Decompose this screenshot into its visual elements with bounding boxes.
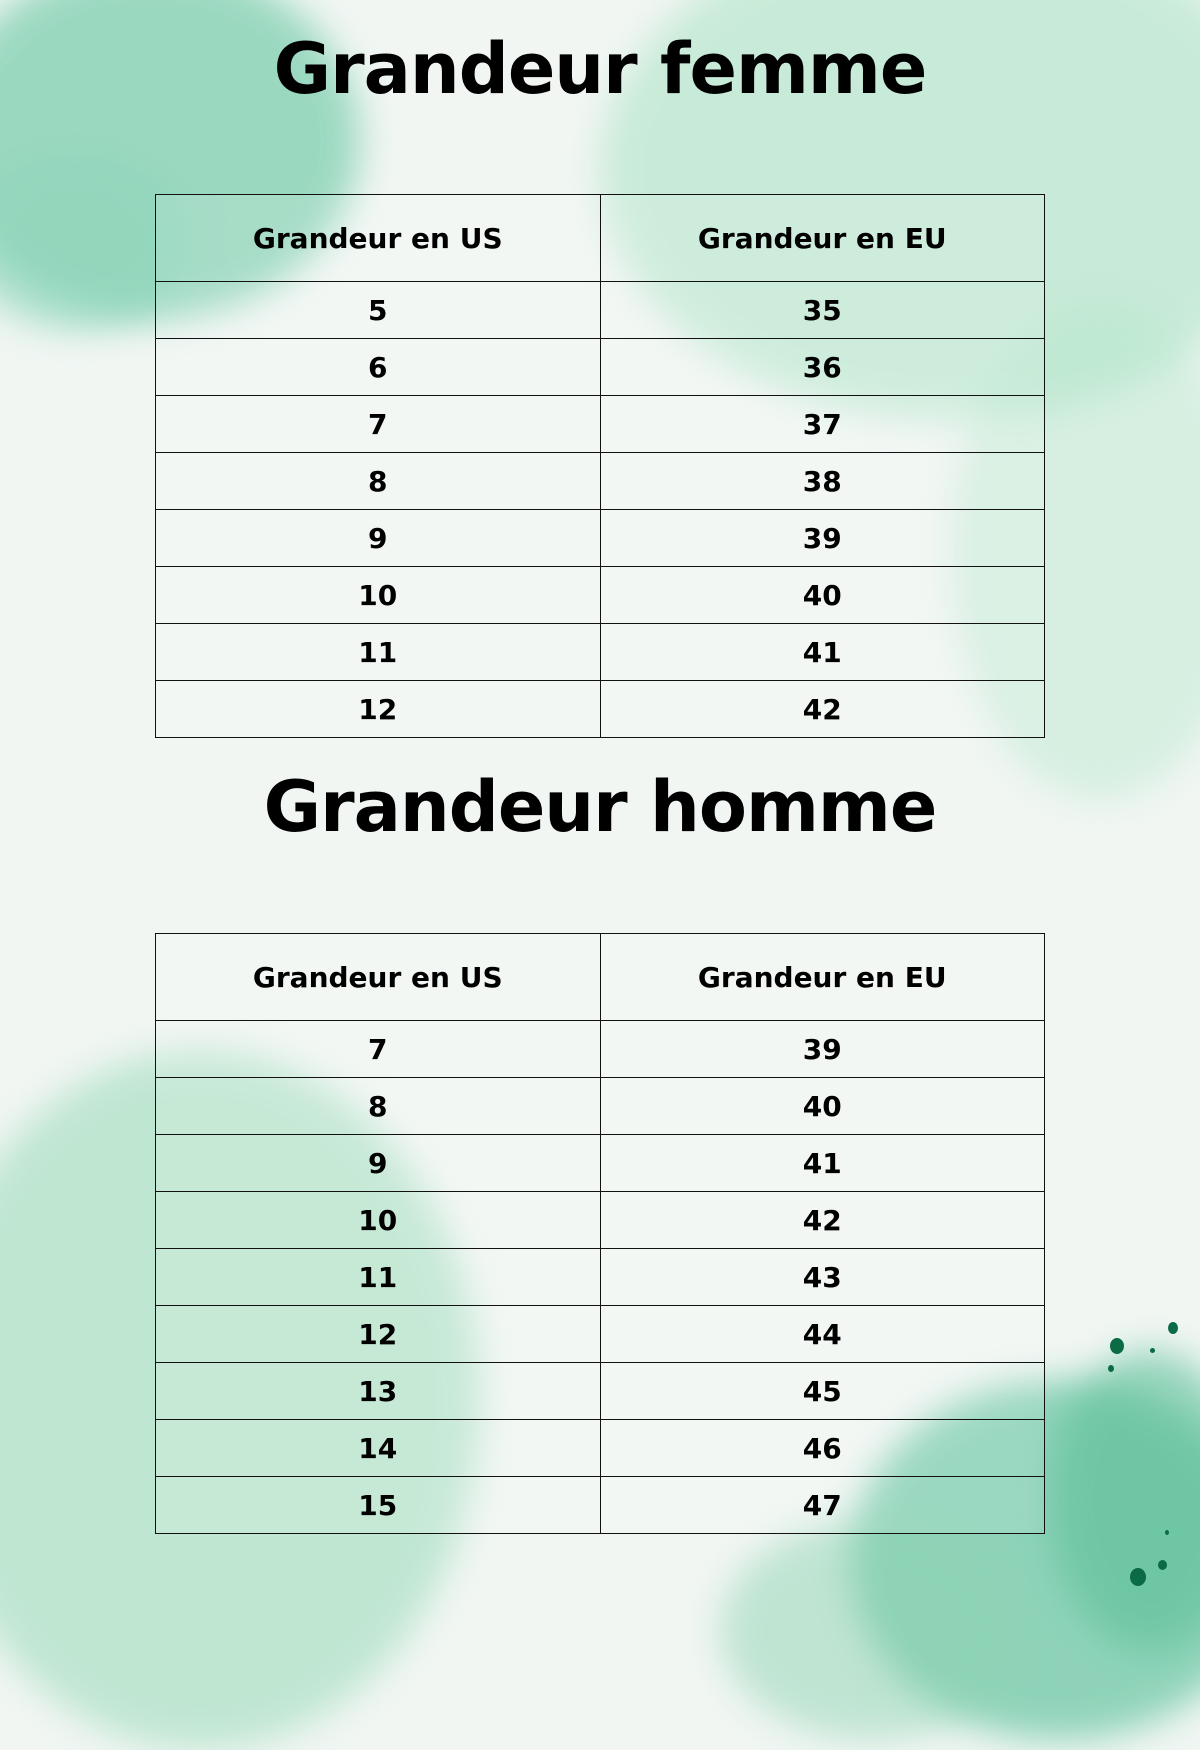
table-row (156, 339, 1045, 396)
eu-size: 41 (600, 1135, 1045, 1192)
eu-size: 47 (600, 1477, 1045, 1534)
eu-size: 42 (600, 1192, 1045, 1249)
eu-size: 40 (600, 567, 1045, 624)
table-row (156, 282, 1045, 339)
table-row (156, 1363, 1045, 1420)
table-row (156, 1135, 1045, 1192)
table-row (156, 1078, 1045, 1135)
header-us: Grandeur en US (156, 195, 601, 282)
table-row (156, 624, 1045, 681)
eu-size: 39 (600, 510, 1045, 567)
header-us: Grandeur en US (156, 934, 601, 1021)
table-row (156, 681, 1045, 738)
women-size-table (155, 194, 1045, 738)
us-size: 12 (156, 1306, 601, 1363)
table-row (156, 1249, 1045, 1306)
table-row (156, 1192, 1045, 1249)
us-size: 9 (156, 510, 601, 567)
eu-size: 36 (600, 339, 1045, 396)
us-size: 7 (156, 396, 601, 453)
eu-size: 46 (600, 1420, 1045, 1477)
table-row (156, 1021, 1045, 1078)
us-size: 5 (156, 282, 601, 339)
header-eu: Grandeur en EU (600, 934, 1045, 1021)
us-size: 11 (156, 1249, 601, 1306)
table-row (156, 1306, 1045, 1363)
men-title: Grandeur homme (263, 766, 937, 848)
eu-size: 43 (600, 1249, 1045, 1306)
eu-size: 37 (600, 396, 1045, 453)
table-row (156, 510, 1045, 567)
eu-size: 44 (600, 1306, 1045, 1363)
eu-size: 45 (600, 1363, 1045, 1420)
table-row (156, 1420, 1045, 1477)
eu-size: 38 (600, 453, 1045, 510)
men-size-table (155, 933, 1045, 1534)
us-size: 10 (156, 1192, 601, 1249)
us-size: 9 (156, 1135, 601, 1192)
table-row (156, 453, 1045, 510)
us-size: 8 (156, 1078, 601, 1135)
us-size: 8 (156, 453, 601, 510)
us-size: 11 (156, 624, 601, 681)
eu-size: 40 (600, 1078, 1045, 1135)
us-size: 13 (156, 1363, 601, 1420)
us-size: 15 (156, 1477, 601, 1534)
eu-size: 42 (600, 681, 1045, 738)
table-row (156, 567, 1045, 624)
table-row (156, 1477, 1045, 1534)
eu-size: 39 (600, 1021, 1045, 1078)
table-row (156, 396, 1045, 453)
us-size: 6 (156, 339, 601, 396)
us-size: 10 (156, 567, 601, 624)
us-size: 14 (156, 1420, 601, 1477)
women-title: Grandeur femme (273, 28, 927, 110)
us-size: 12 (156, 681, 601, 738)
eu-size: 41 (600, 624, 1045, 681)
header-eu: Grandeur en EU (600, 195, 1045, 282)
eu-size: 35 (600, 282, 1045, 339)
us-size: 7 (156, 1021, 601, 1078)
